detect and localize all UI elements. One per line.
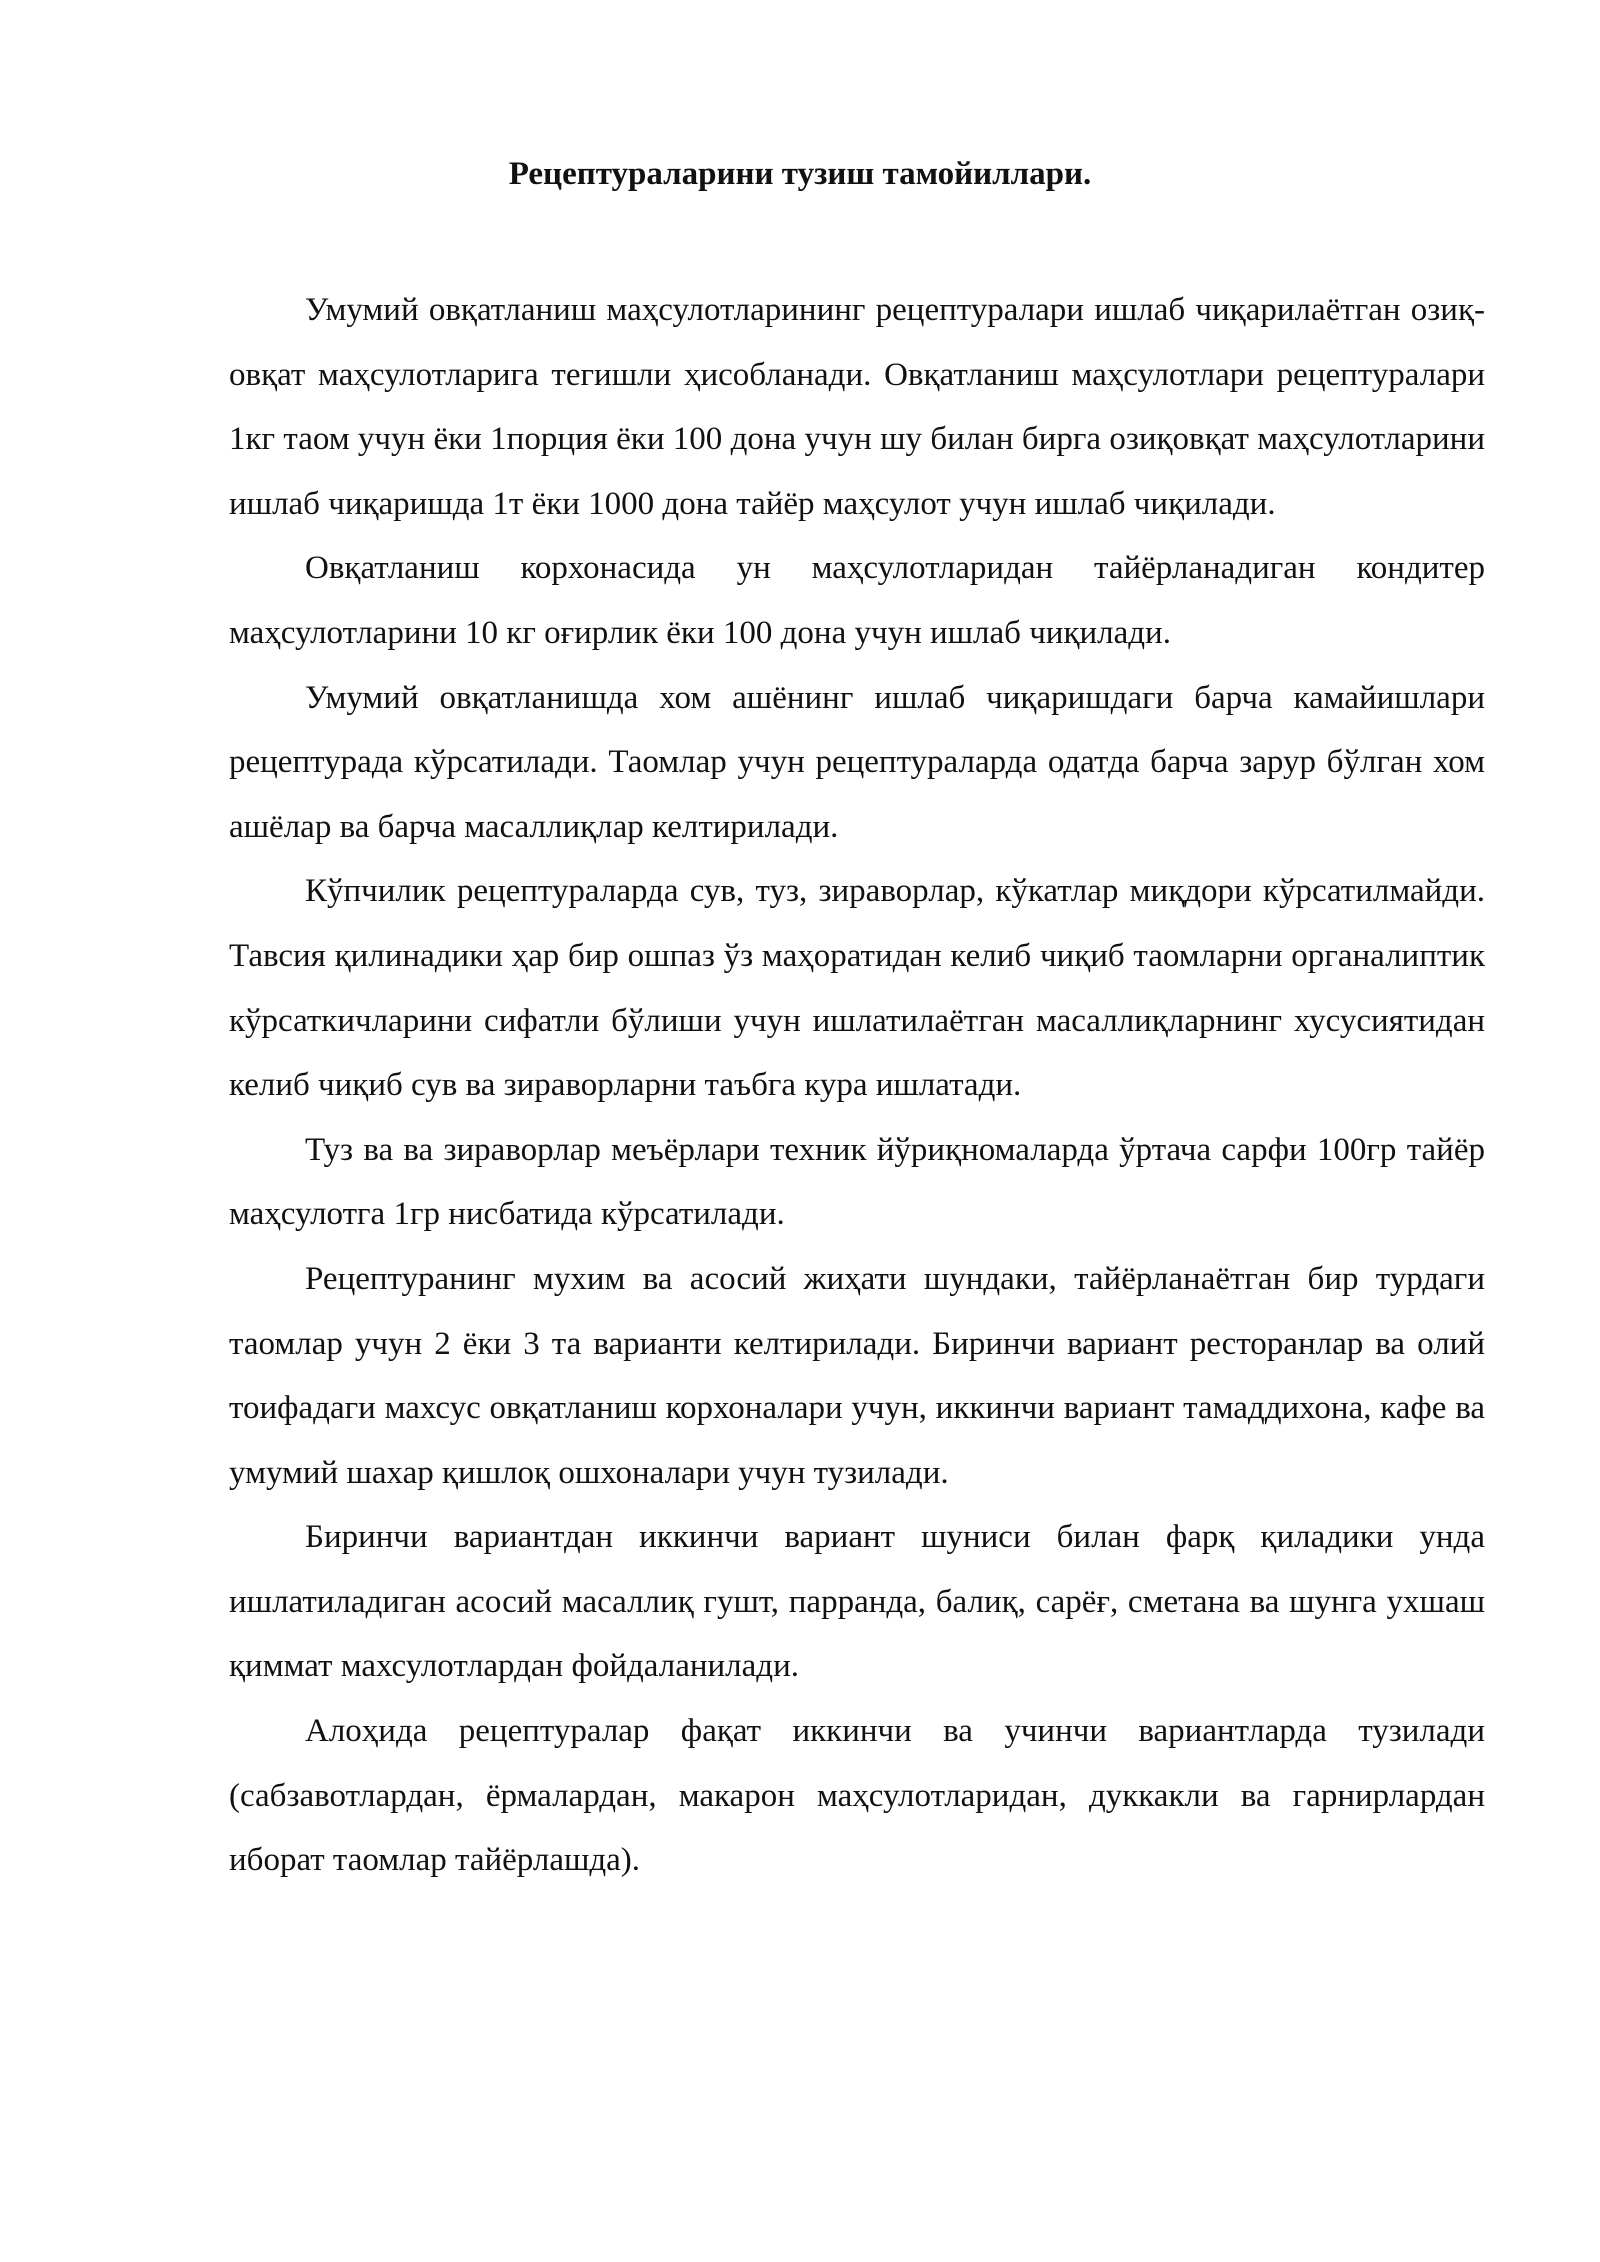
paragraph-4: Кўпчилик рецептураларда сув, туз, зираворлар, кўкатлар миқдори кўрсатилмайди. Тавсия қилинадики ҳар бир ошпаз ўз маҳоратидан келиб чиқиб таомларни органалиптик кўрсаткичларини сифатли бўлиши учун ишлатилаётган масаллиқларнинг хусусиятидан келиб чиқиб сув ва зираворларни таъбга кура ишлатади. (229, 873, 1485, 1104)
paragraph-7: Биринчи вариантдан иккинчи вариант шуниси билан фарқ қиладики унда ишлатиладиган асосий масаллиқ гушт, парранда, балиқ, сарёғ, сметана ва шунга ухшаш қиммат махсулотлардан фойдаланилади. (229, 1519, 1485, 1685)
paragraph-5: Туз ва ва зираворлар меъёрлари техник йўриқномаларда ўртача сарфи 100гр тайёр маҳсулотга 1гр нисбатида кўрсатилади. (229, 1131, 1485, 1233)
paragraph-6: Рецептуранинг мухим ва асосий жиҳати шундаки, тайёрланаётган бир турдаги таомлар учун 2 ёки 3 та варианти келтирилади. Биринчи вариант ресторанлар ва олий тоифадаги махсус овқатланиш корхоналари учун, иккинчи вариант тамаддихона, кафе ва умумий шахар қишлоқ ошхоналари учун тузилади. (229, 1260, 1485, 1491)
document-body (229, 278, 1485, 1893)
paragraph-3: Умумий овқатланишда хом ашёнинг ишлаб чиқаришдаги барча камайишлари рецептурада кўрсатилади. Таомлар учун рецептураларда одатда барча зарур бўлган хом ашёлар ва барча масаллиқлар келтирилади. (229, 679, 1485, 845)
document-title: Рецептураларини тузиш тамойиллари. (508, 156, 1092, 192)
paragraph-2: Овқатланиш корхонасида ун маҳсулотларидан тайёрланадиган кондитер маҳсулотларини 10 кг оғирлик ёки 100 дона учун ишлаб чиқилади. (229, 550, 1485, 651)
paragraph-1: Умумий овқатланиш маҳсулотларининг рецептуралари ишлаб чиқарилаётган озиқ-овқат маҳсулотларига тегишли ҳисобланади. Овқатланиш маҳсулотлари рецептуралари 1кг таом учун ёки 1порция ёки 100 дона учун шу билан бирга озиқовқат маҳсулотларини ишлаб чиқаришда 1т ёки 1000 дона тайёр маҳсулот учун ишлаб чиқилади. (229, 292, 1485, 522)
paragraph-8: Алоҳида рецептуралар фақат иккинчи ва учинчи вариантларда тузилади (сабзавотлардан, ёрмалардан, макарон маҳсулотларидан, дуккакли ва гарнирлардан иборат таомлар тайёрлашда). (229, 1713, 1485, 1879)
